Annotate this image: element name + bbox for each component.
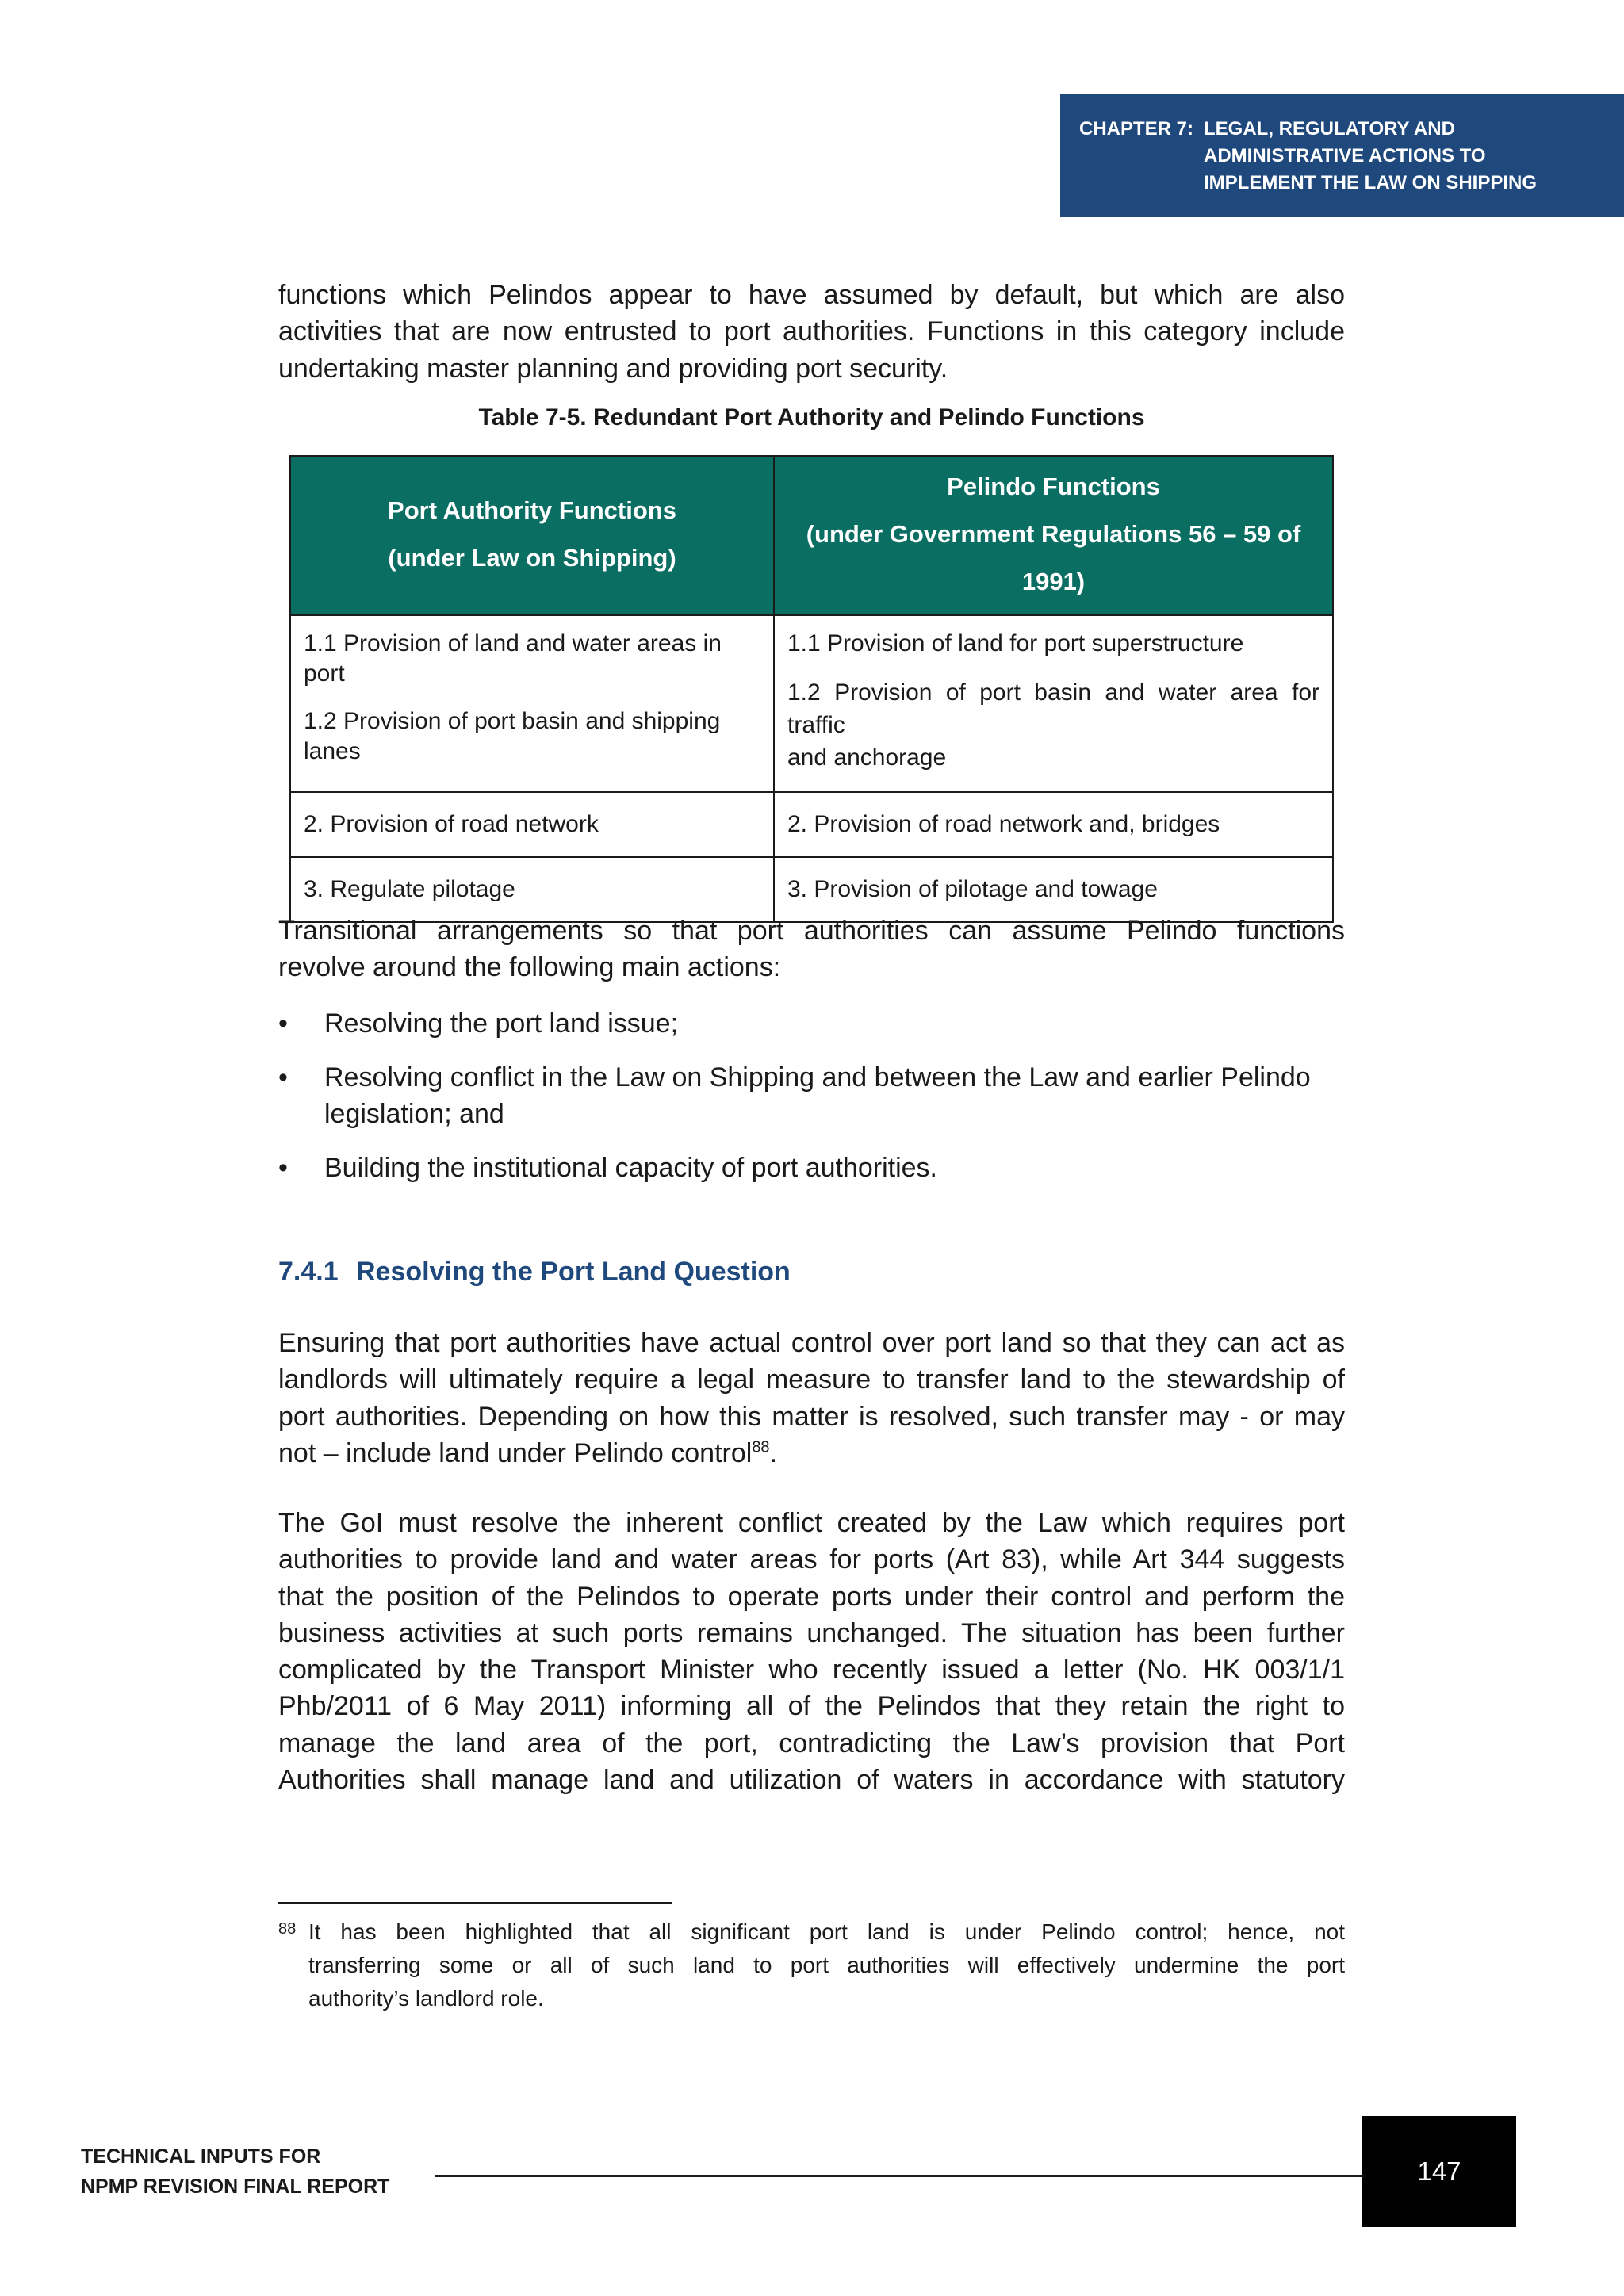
header-subtitle: (under Law on Shipping) <box>388 544 676 572</box>
chapter-title <box>1204 116 1608 197</box>
functions-table <box>289 455 1334 923</box>
paragraph-line: Ensuring that port authorities have actual control over port land so that they can act as <box>278 1328 1345 1358</box>
paragraph-line: that the position of the Pelindos to operate ports under their control and perform the <box>278 1581 1345 1612</box>
list-item-text: Resolving the port land issue; <box>324 1008 679 1039</box>
paragraph-line: authorities to provide land and water areas for ports (Art 83), while Art 344 suggests <box>278 1544 1345 1575</box>
chapter-title-line: ADMINISTRATIVE ACTIONS TO <box>1204 145 1486 166</box>
header-title: Port Authority Functions <box>388 496 676 524</box>
chapter-label: CHAPTER 7: <box>1079 118 1194 140</box>
table-row <box>290 792 1333 857</box>
bullet-list <box>278 1005 1345 1186</box>
report-title-line: NPMP REVISION FINAL REPORT <box>81 2175 390 2198</box>
paragraph-line: business activities at such ports remains unchanged. The situation has been further <box>278 1617 1345 1648</box>
paragraph-line <box>278 1435 1345 1471</box>
cell-line: 1.1 Provision of land and water areas in port <box>304 630 722 687</box>
paragraph-line: complicated by the Transport Minister who recently issued a letter (No. HK 003/1/1 <box>278 1655 1345 1686</box>
bullet-icon: • <box>278 1153 288 1183</box>
chapter-title-line: LEGAL, REGULATORY AND <box>1204 118 1455 140</box>
table-row <box>290 615 1333 793</box>
paragraph-line: manage the land area of the port, contradicting the Law’s provision that Port <box>278 1728 1345 1758</box>
paragraph-line: undertaking master planning and providing port security. <box>278 353 948 384</box>
table-cell: 2. Provision of road network <box>290 792 774 857</box>
chapter-header <box>1060 94 1624 217</box>
section-title: Resolving the Port Land Question <box>356 1257 791 1287</box>
bullet-icon: • <box>278 1062 288 1093</box>
paragraph-line: port authorities. Depending on how this matter is resolved, such transfer may - or may <box>278 1401 1345 1432</box>
section-heading <box>278 1257 791 1288</box>
cell-line: 1.2 Provision of port basin and shipping lanes <box>304 708 721 764</box>
cell-line: 1.2 Provision of port basin and water area for traffic <box>787 679 1320 738</box>
table-caption: Table 7-5. Redundant Port Authority and Pelindo Functions <box>478 404 1145 430</box>
transitional-paragraph <box>278 913 1345 986</box>
table-header-pelindo <box>774 456 1333 615</box>
list-item-text: legislation; and <box>324 1099 504 1129</box>
paragraph-line: activities that are now entrusted to port authorities. Functions in this category include <box>278 316 1345 347</box>
list-item <box>278 1005 1345 1042</box>
footnote-separator <box>278 1902 672 1904</box>
intro-paragraph <box>278 277 1345 387</box>
footer-divider <box>435 2175 1362 2177</box>
paragraph-text: not – include land under Pelindo control <box>278 1437 753 1468</box>
list-item-text: Building the institutional capacity of port authorities. <box>324 1153 938 1183</box>
list-item <box>278 1150 1345 1186</box>
chapter-title-line: IMPLEMENT THE LAW ON SHIPPING <box>1204 172 1538 193</box>
table-header-port-authority <box>290 456 774 615</box>
table-cell: 2. Provision of road network and, bridges <box>774 792 1333 857</box>
report-title <box>81 2141 389 2202</box>
footnote <box>278 1915 1345 2015</box>
cell-line: 1.1 Provision of land for port superstructure <box>787 630 1244 656</box>
section-number: 7.4.1 <box>278 1257 339 1287</box>
cell-line: and anchorage <box>787 744 947 771</box>
table-header-row <box>290 456 1333 615</box>
table-cell <box>290 615 774 793</box>
footnote-line: authority’s landlord role. <box>308 1986 544 2011</box>
header-title: Pelindo Functions <box>947 473 1160 500</box>
paragraph-line: Phb/2011 of 6 May 2011) informing all of the Pelindos that they retain the right to <box>278 1691 1345 1722</box>
table-cell <box>774 615 1333 793</box>
paragraph-line: Transitional arrangements so that port authorities can assume Pelindo functions <box>278 916 1345 946</box>
paragraph-line: functions which Pelindos appear to have assumed by default, but which are also <box>278 280 1345 310</box>
footnote-number: 88 <box>278 1920 297 1938</box>
bullet-icon: • <box>278 1008 288 1039</box>
table-cell: 3. Regulate pilotage <box>290 857 774 922</box>
list-item <box>278 1059 1345 1132</box>
header-subtitle: (under Government Regulations 56 – 59 of 1991) <box>806 520 1301 595</box>
page-number: 147 <box>1362 2116 1516 2227</box>
paragraph-line: The GoI must resolve the inherent conflict created by the Law which requires port <box>278 1508 1345 1538</box>
section-paragraph <box>278 1325 1345 1471</box>
paragraph-line: revolve around the following main actions: <box>278 952 781 983</box>
report-title-line: TECHNICAL INPUTS FOR <box>81 2145 321 2168</box>
cell-line <box>787 676 1320 774</box>
footnote-line: It has been highlighted that all significant port land is under Pelindo control; hence, not <box>308 1919 1345 1944</box>
footnote-reference[interactable]: 88 <box>752 1438 770 1456</box>
footnote-line: transferring some or all of such land to port authorities will effectively undermine the port <box>308 1953 1345 1977</box>
paragraph-line: Authorities shall manage land and utilization of waters in accordance with statutory <box>278 1765 1345 1796</box>
list-item-text: Resolving conflict in the Law on Shipping and between the Law and earlier Pelindo <box>324 1062 1311 1093</box>
paragraph-line: landlords will ultimately require a legal measure to transfer land to the stewardship of <box>278 1364 1345 1395</box>
section-paragraph <box>278 1505 1345 1798</box>
table-cell: 3. Provision of pilotage and towage <box>774 857 1333 922</box>
paragraph-text: . <box>769 1437 778 1468</box>
